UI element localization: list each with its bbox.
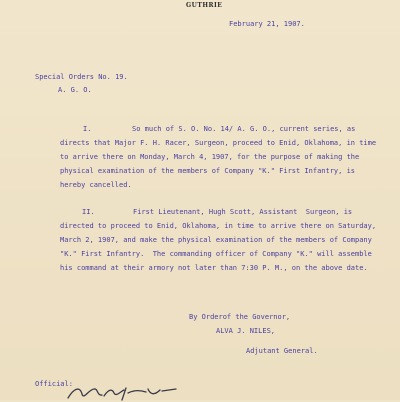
paragraph-2-line: his command at their armory not later than 7:30 P. M., on the above date. [60, 264, 368, 272]
signatory-name: ALVA J. NILES, [216, 327, 276, 335]
paragraph-2-line: First Lieutenant, Hugh Scott, Assistant Surgeon, is [133, 208, 353, 216]
paragraph-1-line: directs that Major F. H. Racer, Surgeon, proceed to Enid, Oklahoma, in time [60, 139, 377, 147]
paragraph-1-line: to arrive there on Monday, March 4, 1907, for the purpose of making the [60, 153, 360, 161]
paragraph-1-line: physical examination of the members of Company "K." First Infantry, is [60, 167, 356, 175]
letterhead-city: GUTHRIE [186, 2, 223, 9]
paragraph-2-number: II. [82, 208, 95, 216]
paragraph-2-line: "K." First Infantry. The commanding officer of Company "K." will assemble [60, 250, 372, 258]
paragraph-1-number: I. [83, 125, 92, 133]
paragraph-2-line: March 2, 1907, and make the physical examination of the members of Company [60, 236, 372, 244]
paragraph-2-line: directed to proceed to Enid, Oklahoma, in time to arrive there on Saturday, [60, 222, 377, 230]
paragraph-1-line: hereby cancelled. [60, 181, 132, 189]
signatory-title: Adjutant General. [246, 347, 318, 355]
closing-by-order: By Orderof the Governor, [189, 313, 291, 321]
paragraph-1-line: So much of S. O. No. 14/ A. G. O., current series, as [132, 125, 356, 133]
document-date: February 21, 1907. [229, 20, 305, 28]
handwritten-signature [64, 384, 184, 402]
order-number: Special Orders No. 19. [35, 73, 128, 81]
official-label: Official: [35, 380, 73, 388]
order-office: A. G. O. [58, 86, 92, 94]
